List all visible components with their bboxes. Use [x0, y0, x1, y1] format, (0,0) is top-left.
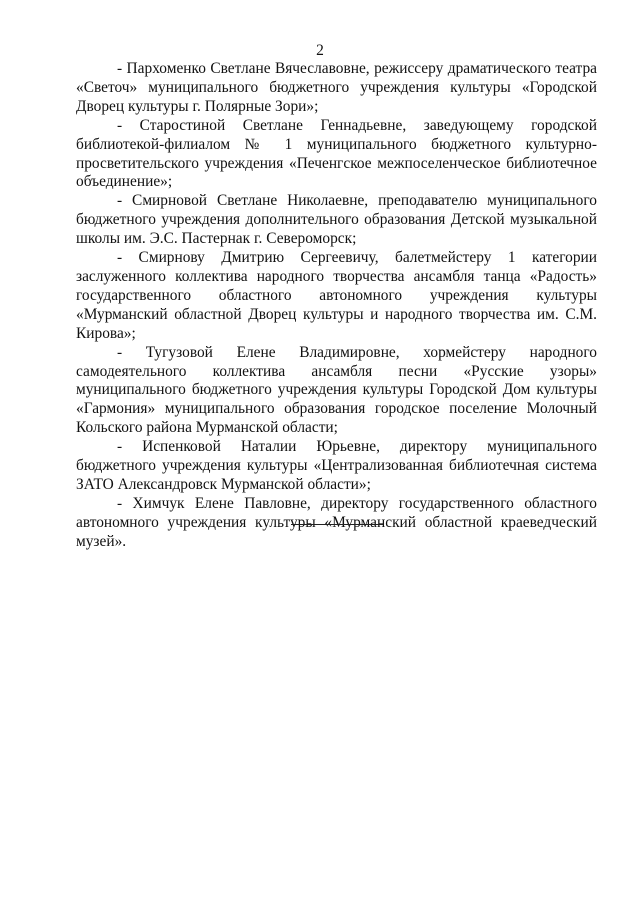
end-of-list-rule — [291, 524, 383, 525]
paragraph-starostina: - Старостиной Светлане Геннадьевне, заведующему городской библиотекой-филиалом № 1 муниципального бюджетного культурно-просветительского учреждения «Печенгское межпоселенческое библиотечное объединение»; — [76, 116, 597, 191]
paragraph-smirnov: - Смирнову Дмитрию Сергеевичу, балетмейстеру 1 категории заслуженного коллектива народного творчества ансамбля танца «Радость» государственного областного автономного учреждения культуры «Мурманский областной Дворец культуры и народного творчества им. С.М. Кирова»; — [76, 249, 597, 342]
document-body — [76, 60, 597, 552]
paragraph-ispenkova: - Испенковой Наталии Юрьевне, директору муниципального бюджетного учреждения культуры «Централизованная библиотечная система ЗАТО Александровск Мурманской области»; — [76, 438, 597, 493]
paragraph-parkhomenko: - Пархоменко Светлане Вячеславовне, режиссеру драматического театра «Светоч» муниципального бюджетного учреждения культуры «Городской Дворец культуры г. Полярные Зори»; — [76, 60, 597, 115]
paragraph-khimchuk: - Химчук Елене Павловне, директору государственного областного автономного учреждения культуры «Мурманский областной краеведческий музей». — [76, 494, 597, 550]
page-number: 2 — [316, 42, 324, 59]
paragraph-smirnova: - Смирновой Светлане Николаевне, преподавателю муниципального бюджетного учреждения дополнительного образования Детской музыкальной школы им. Э.С. Пастернак г. Североморск; — [76, 192, 597, 248]
paragraph-tuguzova: - Тугузовой Елене Владимировне, хормейстеру народного самодеятельного коллектива ансамбля песни «Русские узоры» муниципального бюджетного учреждения культуры Городской Дом культуры «Гармония» муниципального образования городское поселение Молочный Кольского района Мурманской области; — [76, 343, 597, 437]
